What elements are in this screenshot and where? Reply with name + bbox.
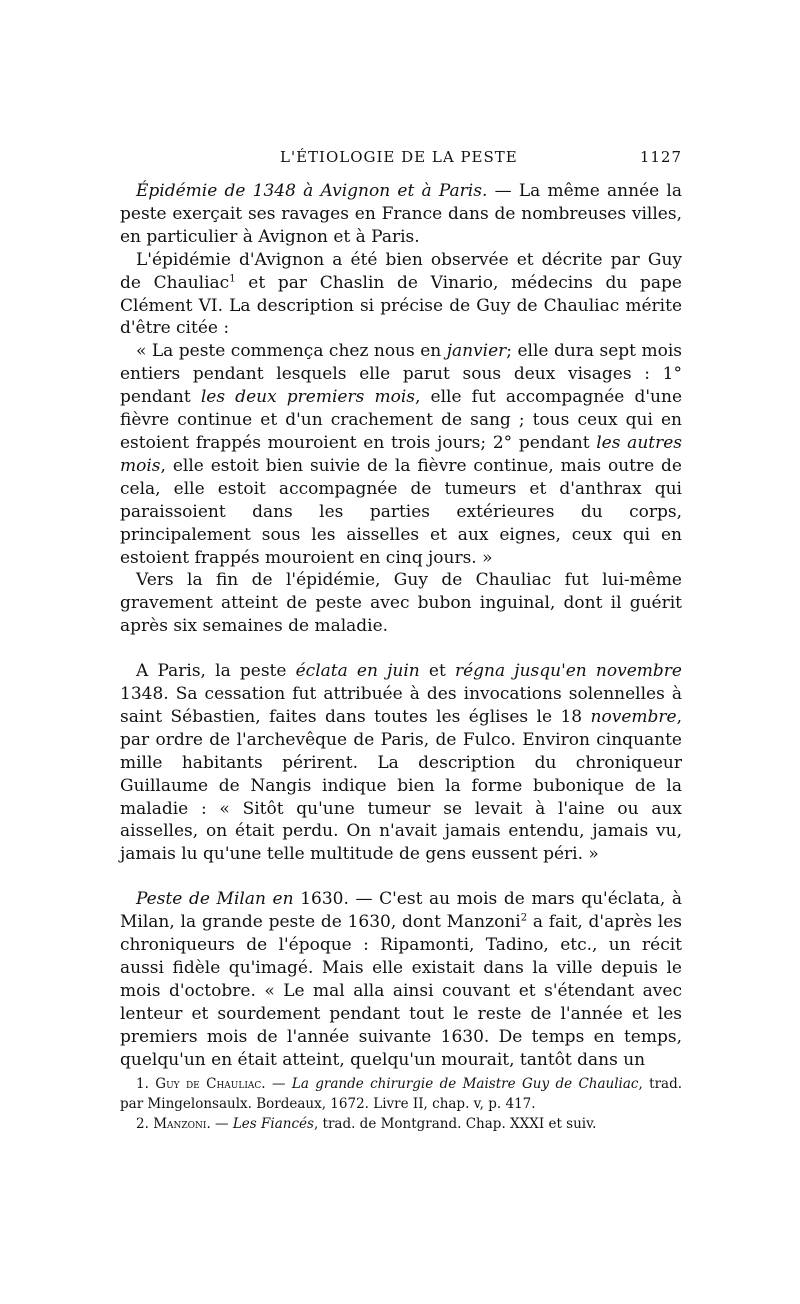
text-emphasis: régna jusqu'en novembre <box>454 661 682 682</box>
footnote-ref-2: 2 <box>520 912 528 924</box>
footnote-details: , trad. par Mingelonsaulx. Bordeaux, 1672. Livre II, chap. v, p. 417. <box>120 1076 683 1112</box>
quote-text: , elle fut accompagnée d'une fièvre continue et d'un crachement de sang ; tous ceux qui en estoient frappés mouroient en trois jours; 2° pendant <box>120 387 683 453</box>
footnote-number: 1. <box>136 1076 149 1092</box>
quote-emphasis: les deux premiers mois <box>200 387 415 408</box>
running-title: L'ÉTIOLOGIE DE LA PESTE <box>280 148 518 166</box>
quote-emphasis: les autres mois <box>120 432 683 476</box>
paragraph-milan-plague <box>120 888 682 1071</box>
paragraph-paris-epidemic <box>120 660 682 866</box>
page-body <box>120 180 682 1072</box>
footnote-author: Guy de Chauliac. <box>155 1076 266 1092</box>
footnote-1 <box>120 1074 682 1114</box>
footnote-title: La grande chirurgie de Maistre Guy de Chauliac <box>291 1076 639 1092</box>
paragraph-text: Vers la fin de l'épidémie, Guy de Chauliac fut lui-même gravement atteint de peste avec bubon inguinal, dont il guérit après six semaines de maladie. <box>120 570 682 637</box>
footnote-dash: — <box>210 1116 233 1132</box>
paragraph-chauliac-quote <box>120 340 682 569</box>
quote-text: ; elle dura sept mois entiers pendant lesquels elle parut sous deux visages : 1° pendant <box>120 341 682 408</box>
footnote-dash: — <box>265 1076 292 1092</box>
section-gap <box>120 866 682 888</box>
paragraph-text: L'épidémie d'Avignon a été bien observée et décrite par Guy de Chauliac <box>120 249 682 293</box>
paragraph-text: — C'est au mois de mars qu'éclata, à Milan, la grande peste de 1630, dont Manzoni <box>120 889 682 933</box>
section-heading-milan: Peste de Milan en <box>136 889 294 910</box>
page-number: 1127 <box>639 148 682 166</box>
footnote-ref-1: 1 <box>229 272 236 284</box>
paragraph-avignon-description <box>120 249 682 341</box>
paragraph-text: 1348. Sa cessation fut attribuée à des invocations solennelles à saint Sébastien, faites dans toutes les églises le 18 <box>120 684 682 727</box>
quote-text: , elle estoit bien suivie de la fièvre continue, mais outre de cela, elle estoit accompagnée de tumeurs et d'anthrax qui paraissoient dans les parties extérieures du corps, principalement sous les aisselles et aux eignes, ceux qui en estoient frappés mouroient en cinq jours. » <box>120 455 682 568</box>
text-emphasis: éclata en juin <box>295 661 420 682</box>
text-emphasis: novembre <box>590 706 677 727</box>
quote-emphasis: janvier <box>446 341 507 362</box>
section-heading-year: 1630. <box>293 889 349 910</box>
footnote-details: , trad. de Montgrand. Chap. XXXI et suiv. <box>313 1116 597 1132</box>
footnote-author: Manzoni. <box>153 1116 211 1132</box>
paragraph-text: a fait, d'après les chroniqueurs de l'époque : Ripamonti, Tadino, etc., un récit aussi fidèle qu'imagé. Mais elle existait dans la ville depuis le mois d'octobre. « Le mal alla ainsi couvant et s'étendant avec lenteur et sourdement pendant tout le reste de l'année et les premiers mois de l'année suivante 1630. De temps en temps, quelqu'un en était atteint, quelqu'un mourait, tantôt dans un <box>120 912 683 1070</box>
section-gap <box>120 638 682 660</box>
paragraph-text: et par Chaslin de Vinario, médecins du pape Clément VI. La description si précise de Guy de Chauliac mérite d'être citée : <box>120 272 682 339</box>
footnote-2 <box>120 1114 682 1134</box>
paragraph-text: — La même année la peste exerçait ses ravages en France dans de nombreuses villes, en particulier à Avignon et à Paris. <box>120 181 683 247</box>
footnote-number: 2. <box>136 1116 149 1132</box>
paragraph-chauliac-illness <box>120 569 682 638</box>
paragraph-avignon-paris-intro <box>120 180 682 249</box>
quote-text: « La peste commença chez nous en <box>136 341 447 362</box>
section-heading-1348: Épidémie de 1348 à Avignon et à Paris. <box>136 181 488 201</box>
paragraph-text: et <box>419 661 455 682</box>
paragraph-text: , par ordre de l'archevêque de Paris, de Fulco. Environ cinquante mille habitants périrent. La description du chroniqueur Guillaume de Nangis indique bien la forme bubonique de la maladie : « Sitôt qu'une tumeur se levait à l'aine ou aux aisselles, on était perdu. On n'avait jamais entendu, jamais vu, jamais lu qu'une telle multitude de gens eussent péri. » <box>120 706 682 865</box>
footnote-title: Les Fiancés <box>232 1116 314 1132</box>
footnotes <box>120 1074 682 1134</box>
paragraph-text: A Paris, la peste <box>136 661 296 682</box>
